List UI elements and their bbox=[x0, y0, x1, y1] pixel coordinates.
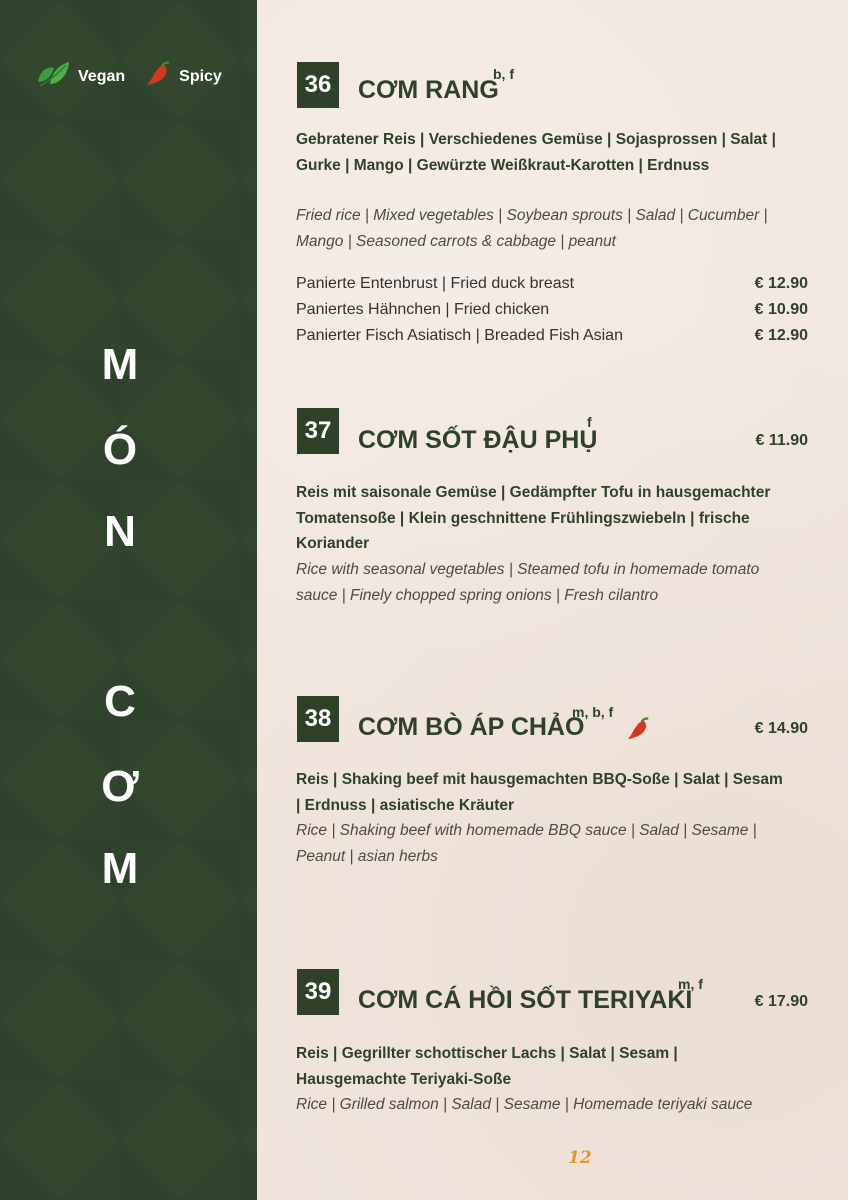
description-english: Rice | Grilled salmon | Salad | Sesame | Homemade teriyaki sauce bbox=[296, 1096, 753, 1113]
variant-label: Panierte Entenbrust | Fried duck breast bbox=[296, 275, 575, 292]
dish-name: CƠM RANG bbox=[358, 76, 499, 104]
variant-label: Paniertes Hähnchen | Fried chicken bbox=[296, 301, 550, 318]
variant-label: Panierter Fisch Asiatisch | Breaded Fish Asian bbox=[296, 327, 623, 344]
chili-icon bbox=[145, 61, 171, 92]
section-title-letter: M bbox=[101, 844, 139, 893]
section-title-letter: N bbox=[104, 507, 136, 556]
legend-spicy bbox=[145, 61, 222, 92]
dish-price: € 14.90 bbox=[754, 720, 808, 737]
allergen-codes: m, f bbox=[678, 976, 703, 992]
variant-price: € 12.90 bbox=[754, 275, 808, 292]
description-german: Gebratener Reis | Verschiedenes Gemüse | Sojasprossen | Salat | Gurke | Mango | Gewürzte Weißkraut-Karotten | Erdnuss bbox=[296, 131, 776, 174]
description-english: Rice with seasonal vegetables | Steamed tofu in homemade tomato sauce | Finely chopped spring onions | Fresh cilantro bbox=[296, 561, 760, 604]
legend bbox=[36, 60, 242, 93]
description-german: Reis mit saisonale Gemüse | Gedämpfter Tofu in hausgemachter Tomatensoße | Klein geschnittene Frühlingszwiebeln | frische Koriander bbox=[296, 484, 771, 553]
dish-name: CƠM BÒ ÁP CHẢO bbox=[358, 713, 585, 741]
allergen-codes: b, f bbox=[493, 66, 514, 82]
dish-number: 37 bbox=[297, 408, 339, 454]
section-title-letter: Ó bbox=[102, 425, 138, 474]
legend-vegan bbox=[36, 60, 125, 93]
description-german: Reis | Gegrillter schottischer Lachs | Salat | Sesam | Hausgemachte Teriyaki-Soße bbox=[296, 1045, 678, 1088]
description-german: Reis | Shaking beef mit hausgemachten BBQ-Soße | Salat | Sesam | Erdnuss | asiatische Kräuter bbox=[296, 771, 783, 814]
description-english: Rice | Shaking beef with homemade BBQ sauce | Salad | Sesame | Peanut | asian herbs bbox=[296, 822, 757, 865]
page-number: 12 bbox=[568, 1148, 592, 1168]
description-english: Fried rice | Mixed vegetables | Soybean sprouts | Salad | Cucumber | Mango | Seasoned carrots & cabbage | peanut bbox=[296, 207, 768, 250]
section-title-letter: C bbox=[104, 677, 136, 726]
dish-name: CƠM CÁ HỒI SỐT TERIYAKI bbox=[358, 986, 693, 1014]
allergen-codes: m, b, f bbox=[572, 704, 614, 720]
dish-number: 38 bbox=[297, 696, 339, 742]
dish-price: € 17.90 bbox=[754, 993, 808, 1010]
dish-number: 36 bbox=[297, 62, 339, 108]
leaf-icon bbox=[36, 60, 70, 93]
chili-icon bbox=[626, 717, 650, 746]
dish-number: 39 bbox=[297, 969, 339, 1015]
section-title-letter: M bbox=[101, 340, 139, 389]
allergen-codes: f bbox=[587, 414, 592, 430]
variant-price: € 10.90 bbox=[754, 301, 808, 318]
section-title-letter: Ơ bbox=[101, 762, 139, 811]
sidebar bbox=[0, 0, 257, 1200]
legend-vegan-label: Vegan bbox=[78, 67, 126, 85]
dish-name: CƠM SỐT ĐẬU PHỤ bbox=[358, 426, 598, 454]
variant-price: € 12.90 bbox=[754, 327, 808, 344]
dish-price: € 11.90 bbox=[755, 432, 808, 449]
legend-spicy-label: Spicy bbox=[179, 67, 222, 85]
